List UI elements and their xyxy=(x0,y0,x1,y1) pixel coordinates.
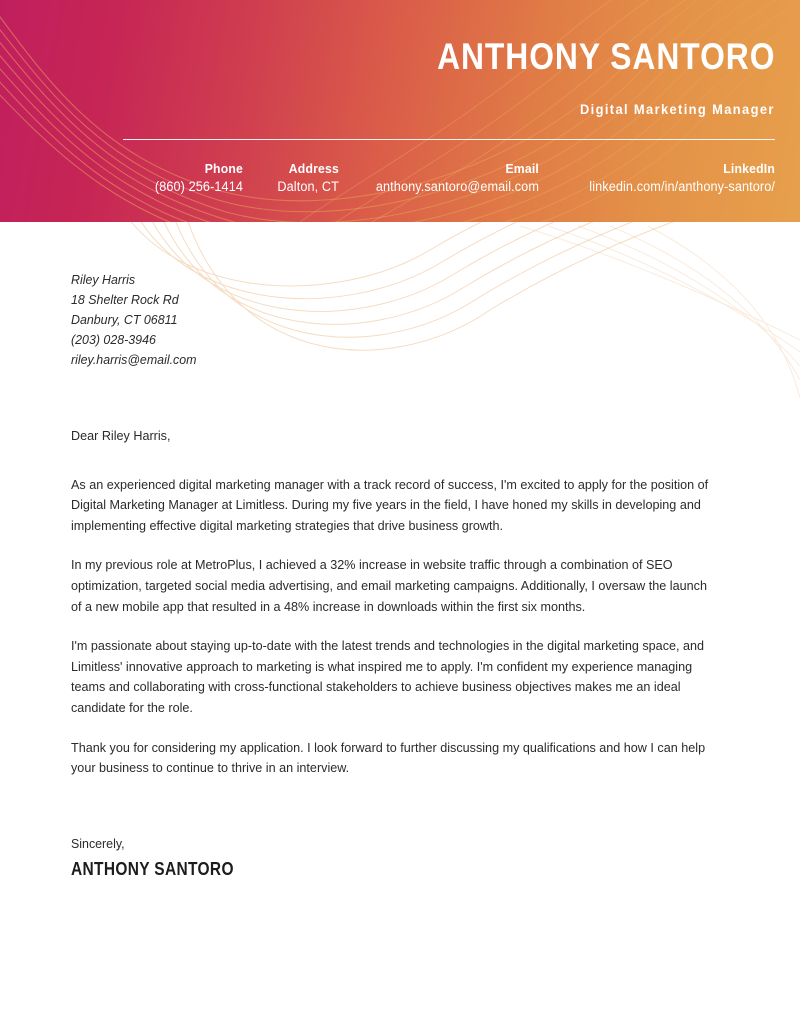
contact-email-value[interactable]: anthony.santoro@email.com xyxy=(376,178,540,194)
contact-row xyxy=(123,160,775,197)
letter-paragraph-4: Thank you for considering my application. I look forward to further discussing my qualifications and how I can help your business to continue to thrive in an interview. xyxy=(71,739,706,776)
contact-phone-label: Phone xyxy=(204,161,243,176)
recipient-email: riley.harris@email.com xyxy=(71,352,197,367)
contact-address xyxy=(269,160,339,197)
recipient-block xyxy=(71,270,196,370)
letter-closing: Sincerely, xyxy=(71,836,125,851)
recipient-street: 18 Shelter Rock Rd xyxy=(71,292,179,307)
header-content xyxy=(0,0,800,222)
header-divider xyxy=(123,139,775,140)
signature-block xyxy=(71,834,260,880)
applicant-name: ANTHONY SANTORO xyxy=(436,36,775,77)
contact-linkedin-label: LinkedIn xyxy=(723,161,775,176)
letter-header xyxy=(0,0,800,222)
recipient-city-state-zip: Danbury, CT 06811 xyxy=(71,312,178,327)
letter-paragraph-2: In my previous role at MetroPlus, I achieved a 32% increase in website traffic through a combination of SEO optimization, targeted social media advertising, and email marketing campaigns. Additionally, I oversaw the launch of a new mobile app that resulted in a 48% increase in downloads within the first six months. xyxy=(71,557,707,614)
letter-paragraph-1: As an experienced digital marketing manager with a track record of success, I'm excited to apply for the position of Digital Marketing Manager at Limitless. During my five years in the field, I have honed my skills in developing and implementing effective digital marketing strategies that drive business growth. xyxy=(71,476,709,533)
contact-address-value: Dalton, CT xyxy=(277,178,339,194)
contact-linkedin-value[interactable]: linkedin.com/in/anthony-santoro/ xyxy=(589,178,775,194)
contact-address-label: Address xyxy=(288,161,339,176)
signature-name: ANTHONY SANTORO xyxy=(71,859,234,879)
letter-content xyxy=(71,426,717,798)
letter-paragraph-3: I'm passionate about staying up-to-date with the latest trends and technologies in the digital marketing space, and Limitless' innovative approach to marketing is what inspired me to apply. I'm confident my experience managing teams and collaborating with cross-functional stakeholders to achieve business objectives makes me an ideal candidate for the role. xyxy=(71,638,705,715)
applicant-job-title: Digital Marketing Manager xyxy=(580,101,775,117)
letter-salutation: Dear Riley Harris, xyxy=(71,428,171,443)
contact-linkedin xyxy=(565,160,775,197)
contact-email xyxy=(364,160,539,197)
contact-email-label: Email xyxy=(505,161,540,176)
contact-phone xyxy=(123,160,243,197)
recipient-phone: (203) 028-3946 xyxy=(71,332,156,347)
contact-phone-value: (860) 256-1414 xyxy=(154,178,243,194)
recipient-name: Riley Harris xyxy=(71,272,136,287)
